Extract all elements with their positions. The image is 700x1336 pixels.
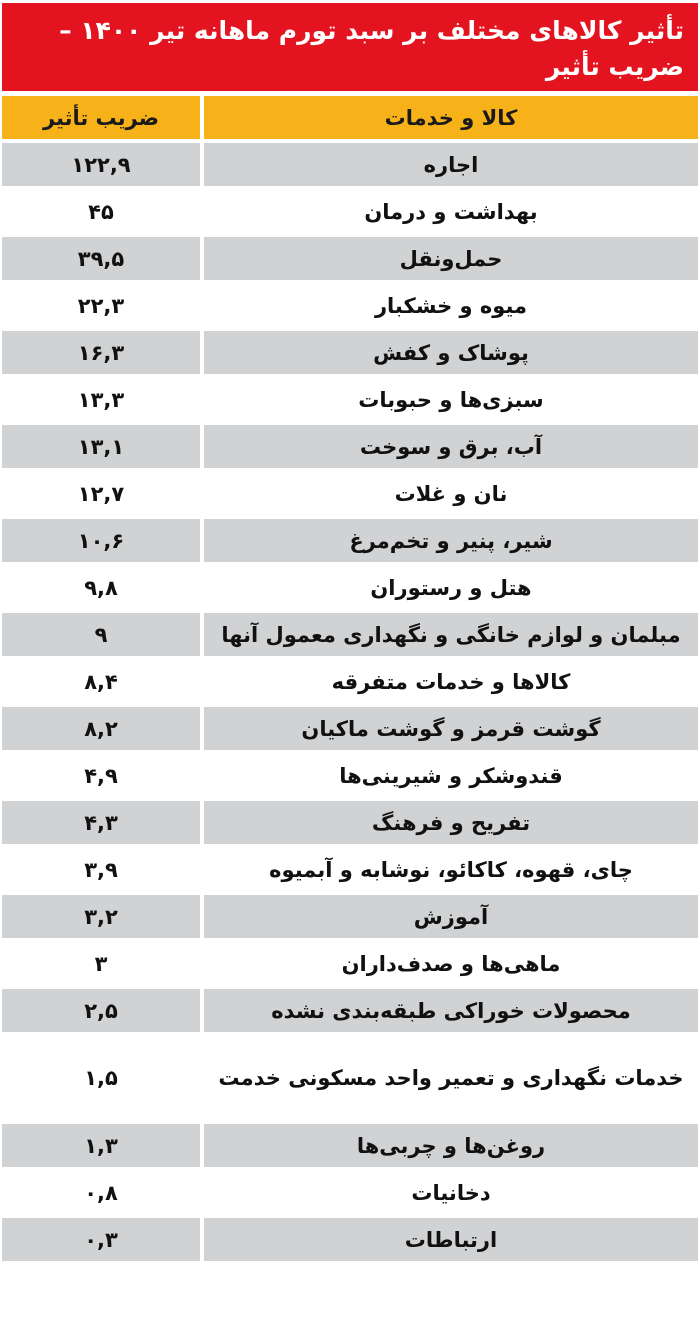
table-row — [2, 1171, 698, 1214]
table-row — [2, 801, 698, 844]
row-value: ۱۰,۶ — [2, 519, 200, 562]
row-value: ۳,۹ — [2, 848, 200, 891]
table-row — [2, 660, 698, 703]
row-item: گوشت قرمز و گوشت ماکیان — [200, 707, 698, 750]
table-row — [2, 190, 698, 233]
row-item: آب، برق و سوخت — [200, 425, 698, 468]
table-header-row — [2, 96, 698, 139]
row-item: خدمات نگهداری و تعمیر واحد مسکونی خدمت — [200, 1036, 698, 1120]
table-row — [2, 1036, 698, 1120]
row-value: ۳,۲ — [2, 895, 200, 938]
row-item: مبلمان و لوازم خانگی و نگهداری معمول آنها — [200, 613, 698, 656]
table-row — [2, 754, 698, 797]
table-row — [2, 613, 698, 656]
row-item: ماهی‌ها و صدف‌داران — [200, 942, 698, 985]
row-value: ۹ — [2, 613, 200, 656]
row-value: ۱,۳ — [2, 1124, 200, 1167]
row-item: نان و غلات — [200, 472, 698, 515]
impact-table — [2, 92, 698, 1265]
table-row — [2, 848, 698, 891]
table-body — [2, 143, 698, 1261]
table-row — [2, 989, 698, 1032]
table-row — [2, 707, 698, 750]
row-item: حمل‌ونقل — [200, 237, 698, 280]
row-item: میوه و خشکبار — [200, 284, 698, 327]
row-item: چای، قهوه، کاکائو، نوشابه و آبمیوه — [200, 848, 698, 891]
table-row — [2, 566, 698, 609]
row-item: آموزش — [200, 895, 698, 938]
row-value: ۲۲,۳ — [2, 284, 200, 327]
row-item: محصولات خوراکی طبقه‌بندی نشده — [200, 989, 698, 1032]
row-item: پوشاک و کفش — [200, 331, 698, 374]
table-row — [2, 284, 698, 327]
row-value: ۳۹,۵ — [2, 237, 200, 280]
table-row — [2, 1218, 698, 1261]
row-value: ۱۳,۱ — [2, 425, 200, 468]
row-item: دخانیات — [200, 1171, 698, 1214]
table-row — [2, 237, 698, 280]
table-row — [2, 143, 698, 186]
row-value: ۲,۵ — [2, 989, 200, 1032]
row-value: ۱۶,۳ — [2, 331, 200, 374]
row-value: ۴۵ — [2, 190, 200, 233]
table-row — [2, 472, 698, 515]
row-item: ارتباطات — [200, 1218, 698, 1261]
table-row — [2, 378, 698, 421]
table-row — [2, 942, 698, 985]
row-item: سبزی‌ها و حبوبات — [200, 378, 698, 421]
row-value: ۱۳,۳ — [2, 378, 200, 421]
row-value: ۱۲۲,۹ — [2, 143, 200, 186]
row-value: ۴,۳ — [2, 801, 200, 844]
row-value: ۹,۸ — [2, 566, 200, 609]
row-item: هتل و رستوران — [200, 566, 698, 609]
row-item: بهداشت و درمان — [200, 190, 698, 233]
row-item: تفریح و فرهنگ — [200, 801, 698, 844]
table-row — [2, 519, 698, 562]
row-value: ۳ — [2, 942, 200, 985]
table-row — [2, 425, 698, 468]
table-row — [2, 331, 698, 374]
header-value: ضریب تأثیر — [2, 96, 200, 139]
header-item: کالا و خدمات — [200, 96, 698, 139]
table-row — [2, 1124, 698, 1167]
row-value: ۰,۳ — [2, 1218, 200, 1261]
row-value: ۰,۸ — [2, 1171, 200, 1214]
row-item: قندوشکر و شیرینی‌ها — [200, 754, 698, 797]
page-title: تأثیر کالاهای مختلف بر سبد تورم ماهانه تیر ۱۴۰۰ – ضریب تأثیر — [2, 3, 698, 91]
row-item: شیر، پنیر و تخم‌مرغ — [200, 519, 698, 562]
row-value: ۸,۴ — [2, 660, 200, 703]
table-row — [2, 895, 698, 938]
row-value: ۱,۵ — [2, 1036, 200, 1120]
row-item: روغن‌ها و چربی‌ها — [200, 1124, 698, 1167]
row-value: ۱۲,۷ — [2, 472, 200, 515]
row-value: ۸,۲ — [2, 707, 200, 750]
row-item: اجاره — [200, 143, 698, 186]
row-item: کالاها و خدمات متفرقه — [200, 660, 698, 703]
row-value: ۴,۹ — [2, 754, 200, 797]
